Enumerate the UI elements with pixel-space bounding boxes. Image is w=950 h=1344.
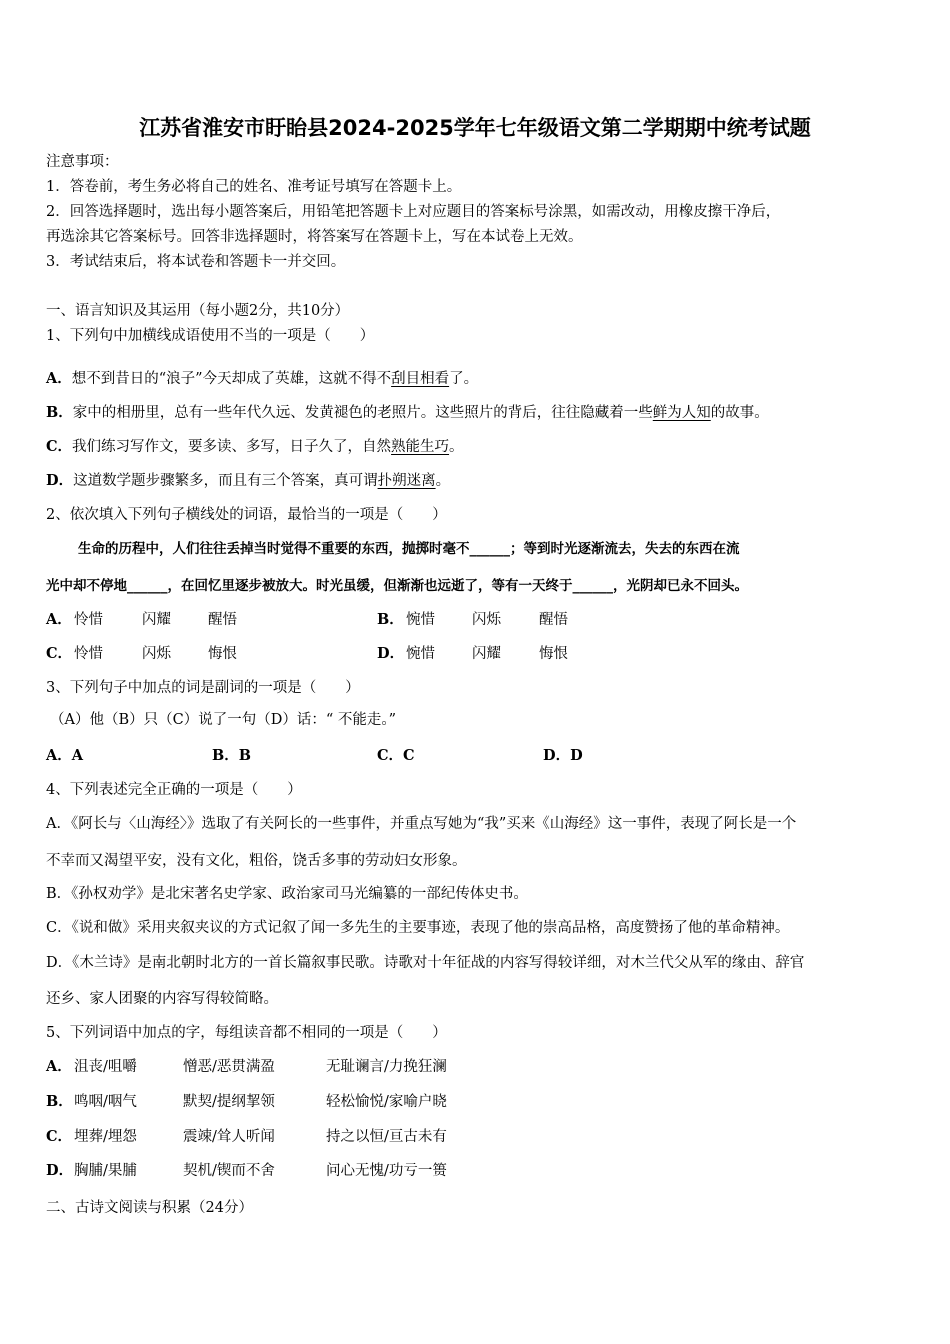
exam-page: 江苏省淮安市盱眙县2024-2025学年七年级语文第二学期期中统考试题 注意事项： 1．答卷前，考生务必将自己的姓名、准考证号填写在答题卡上。 2．回答选择题时，选出每小题答案后，用铅笔把答题卡上对应题目的答案标号涂黑，如需改动，用橡皮擦干净后， 再选涂其它答案标号。回答非选择题时，将答案写在答题卡上，写在本试卷上无效。 3．考试结束后，将本试卷和答题卡一并交回。 一、语言知识及其运用（每小题2分，共10分） 1、下列句中加横线成语使用不当的一项是（ ） A．想不到昔日的“浪子”今天却成了英雄，这就不得不刮目相看了。 B．家中的相册里，总有一些年代久远、发黄褪色的老照片。这些照片的背后，往往隐藏着一些鲜为人知的故事。 C．我们练习写作文，要多读、多写，日子久了，自然熟能生巧。 D．这道数学题步骤繁多，而且有三个答案，真可谓扑朔迷离。 2、依次填入下列句子横线处的词语，最恰当的一项是（ ） 生命的历程中，人们往往丢掉当时觉得不重要的东西，抛掷时毫不______；等到时光逐渐流去，失去的东西在流 光中却不停地______，在回忆里逐步被放大。时光虽缓，但渐渐也远逝了，等有一天终于______，光阴却已永不回头。 A． 怜惜 闪耀 醒悟 B． 惋惜 闪烁 醒悟 C． 怜惜 闪烁 悔恨 D． 惋惜 闪耀 悔恨 3、下列句子中加点的词是副词的一项是（ ） （A）他（B）只（C）说了一句（D）话：“ 不能走。” A．A B．B C．C D．D 4、下列表述完全正确的一项是（ ） A．《阿长与〈山海经〉》选取了有关阿长的一些事件，并重点写她为“我”买来《山海经》这一事件，表现了阿长是一个 不幸而又渴望平安，没有文化，粗俗，饶舌多事的劳动妇女形象。 B．《孙权劝学》是北宋著名史学家、政治家司马光编纂的一部纪传体史书。 C．《说和做》采用夹叙夹议的方式记叙了闻一多先生的主要事迹，表现了他的崇高品格，高度赞扬了他的革命精神。 D．《木兰诗》是南北朝时北方的一首长篇叙事民歌。诗歌对十年征战的内容写得较详细，对木兰代父从军的缘由、辞官 还乡、家人团聚的内容写得较简略。 5、下列词语中加点的字，每组读音都不相同的一项是（ ） A． 沮丧/咀嚼 憎恶/恶贯满盈 无耻谰言/力挽狂澜 B． 鸣咽/咽气 默契/提纲挈领 轻松愉悦/家喻户晓 C． 埋葬/埋怨 震竦/耸人听闻 持之以恒/亘古未有 D． 胸脯/果脯 契机/锲而不舍 问心无愧/功亏一篑 二、古诗文阅读与积累（24分） <box>0 0 950 1344</box>
option-label: C． <box>46 438 73 455</box>
section2-heading: 二、古诗文阅读与积累（24分） <box>46 1200 253 1216</box>
option-label: B． <box>377 611 404 628</box>
option-label: C． <box>46 1128 73 1145</box>
notice-item: 2．回答选择题时，选出每小题答案后，用铅笔把答题卡上对应题目的答案标号涂黑，如需改动，用橡皮擦干净后， <box>46 204 781 220</box>
underlined-idiom: 刮目相看 <box>391 371 450 387</box>
q2-stem: 2、依次填入下列句子横线处的词语，最恰当的一项是（ ） <box>46 507 447 523</box>
option-label: B． <box>46 1093 73 1110</box>
q1-option-d: D．这道数学题步骤繁多，而且有三个答案，真可谓扑朔迷离。 <box>46 472 451 489</box>
q3-sentence: （A）他（B）只（C）说了一句（D）话：“ 不能走。” <box>50 712 397 728</box>
option-label: A． <box>46 1058 72 1075</box>
underlined-idiom: 扑朔迷离 <box>377 473 436 489</box>
q2-passage-line: 光中却不停地______，在回忆里逐步被放大。时光虽缓，但渐渐也远逝了，等有一天终于______，光阴却已永不回头。 <box>46 578 748 594</box>
q4-stem: 4、下列表述完全正确的一项是（ ） <box>46 782 302 798</box>
notice-item: 再选涂其它答案标号。回答非选择题时，将答案写在答题卡上，写在本试卷上无效。 <box>46 229 583 245</box>
q1-option-b: B．家中的相册里，总有一些年代久远、发黄褪色的老照片。这些照片的背后，往往隐藏着一些鲜为人知的故事。 <box>46 404 769 421</box>
option: D．D <box>543 747 583 764</box>
q4-option-c: C．《说和做》采用夹叙夹议的方式记叙了闻一多先生的主要事迹，表现了他的崇高品格，高度赞扬了他的革命精神。 <box>46 920 790 936</box>
q5-stem: 5、下列词语中加点的字，每组读音都不相同的一项是（ ） <box>46 1025 447 1041</box>
q4-option-a: A．《阿长与〈山海经〉》选取了有关阿长的一些事件，并重点写她为“我”买来《山海经》这一事件，表现了阿长是一个 <box>46 816 797 832</box>
option-label: A． <box>46 611 72 628</box>
option-label: A． <box>46 370 72 387</box>
q1-stem: 1、下列句中加横线成语使用不当的一项是（ ） <box>46 328 375 344</box>
option-label: D． <box>377 645 405 662</box>
option: C．C <box>377 747 415 764</box>
option-label: D． <box>46 472 74 489</box>
option-label: C． <box>46 645 73 662</box>
q4-option-d: D．《木兰诗》是南北朝时北方的一首长篇叙事民歌。诗歌对十年征战的内容写得较详细，对木兰代父从军的缘由、辞官 <box>46 955 805 971</box>
q1-option-c: C．我们练习写作文，要多读、多写，日子久了，自然熟能生巧。 <box>46 438 464 455</box>
q3-stem: 3、下列句子中加点的词是副词的一项是（ ） <box>46 680 360 696</box>
q4-option-b: B．《孙权劝学》是北宋著名史学家、政治家司马光编纂的一部纪传体史书。 <box>46 886 528 902</box>
q4-option-a-cont: 不幸而又渴望平安，没有文化，粗俗，饶舌多事的劳动妇女形象。 <box>46 853 467 869</box>
option-label: B． <box>46 404 73 421</box>
underlined-idiom: 熟能生巧 <box>391 439 450 455</box>
option: B．B <box>212 747 252 764</box>
notice-item: 1．答卷前，考生务必将自己的姓名、准考证号填写在答题卡上。 <box>46 179 462 195</box>
notice-item: 3．考试结束后，将本试卷和答题卡一并交回。 <box>46 254 346 270</box>
notice-heading: 注意事项： <box>46 154 119 170</box>
option: A．A <box>46 747 84 764</box>
exam-title: 江苏省淮安市盱眙县2024-2025学年七年级语文第二学期期中统考试题 <box>139 116 811 140</box>
q1-option-a: A．想不到昔日的“浪子”今天却成了英雄，这就不得不刮目相看了。 <box>46 370 479 387</box>
q4-option-d-cont: 还乡、家人团聚的内容写得较简略。 <box>46 991 278 1007</box>
section1-heading: 一、语言知识及其运用（每小题2分，共10分） <box>46 303 350 319</box>
underlined-idiom: 鲜为人知 <box>652 405 711 421</box>
option-label: D． <box>46 1162 74 1179</box>
q2-passage-line: 生命的历程中，人们往往丢掉当时觉得不重要的东西，抛掷时毫不______；等到时光逐渐流去，失去的东西在流 <box>78 541 740 557</box>
